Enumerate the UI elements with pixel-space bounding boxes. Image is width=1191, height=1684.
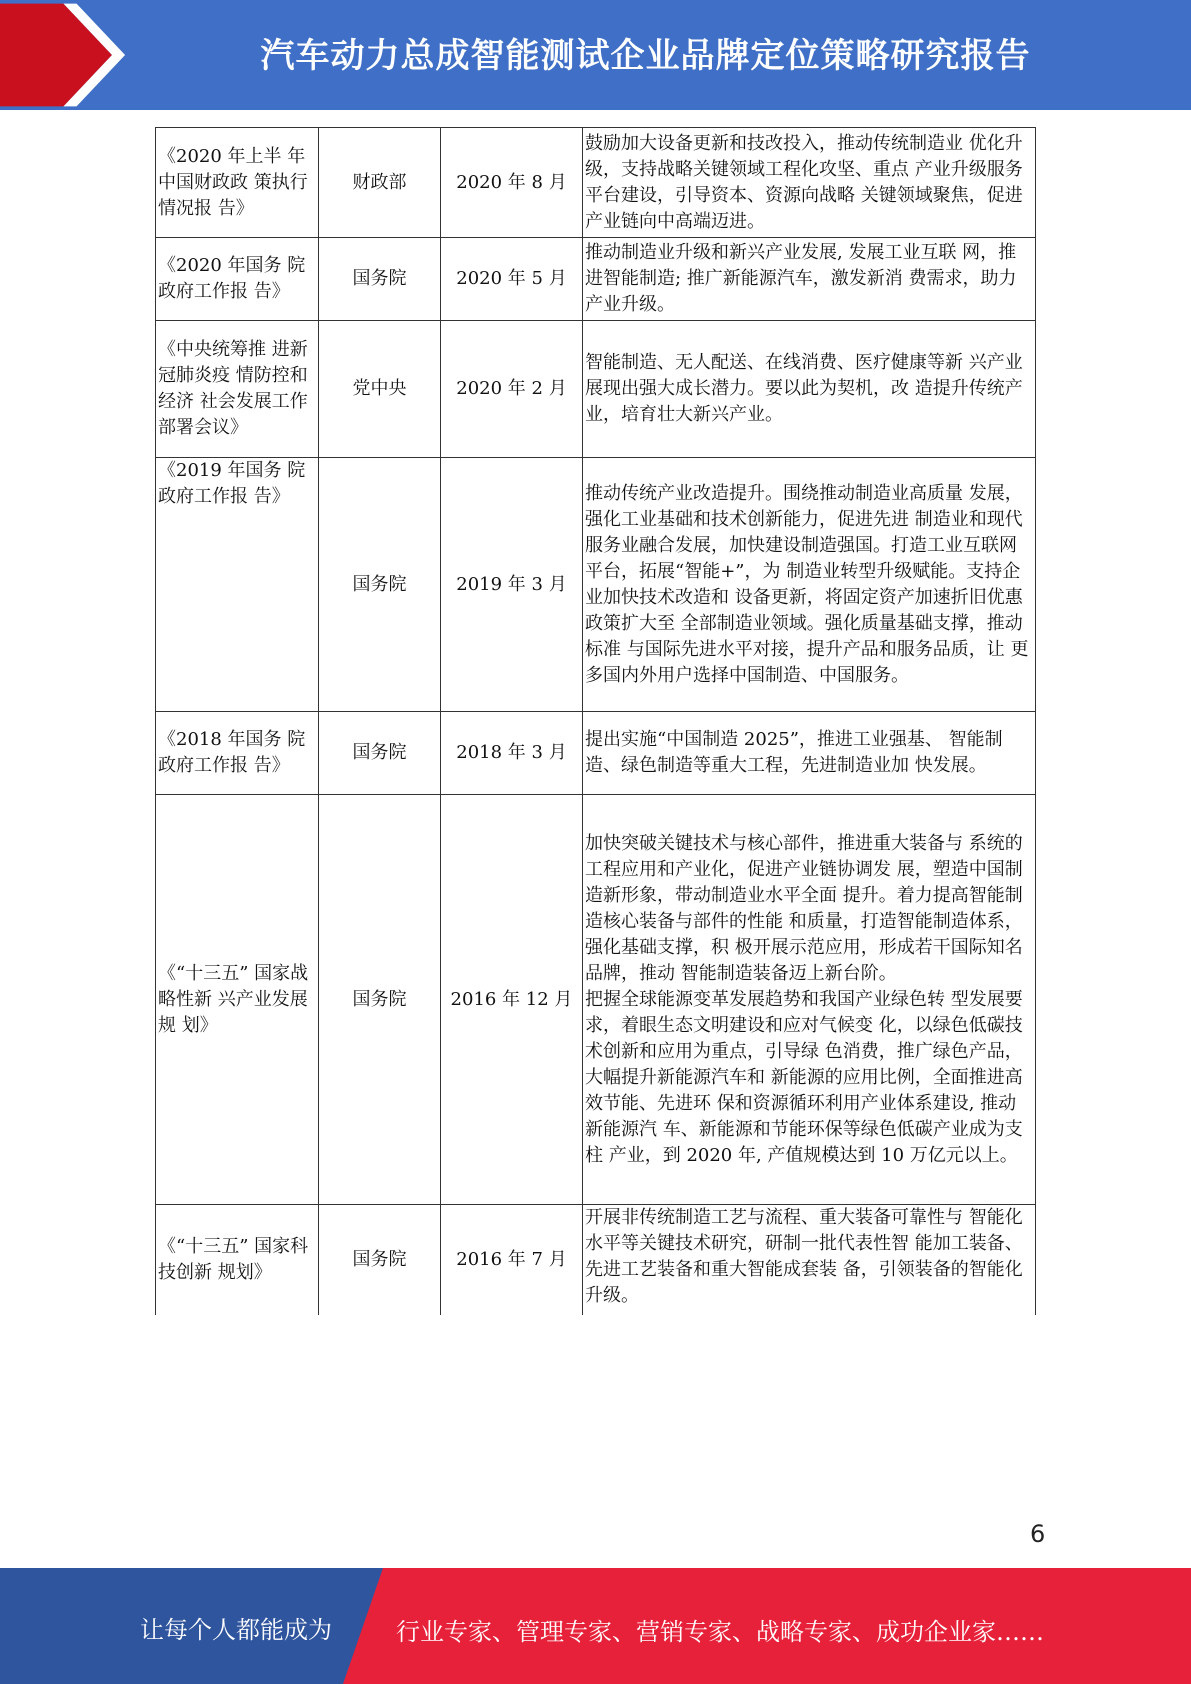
policy-table xyxy=(155,127,1036,1315)
content-cell xyxy=(583,795,1036,1205)
header-red-arrow-decoration xyxy=(0,0,140,110)
content-paragraph: 加快突破关键技术与核心部件，推进重大装备与 系统的工程应用和产业化，促进产业链协调发 展，塑造中国制造新形象，带动制造业水平全面 提升。着力提高智能制造核心装备与部件的性能 和质量，打造智能制造体系，强化基础支撑，积 极开展示范应用，形成若干国际知名品牌，推动 智能制造装备迈上新台阶。 xyxy=(585,832,1023,984)
issuer-cell: 党中央 xyxy=(319,321,441,458)
issuer-cell: 国务院 xyxy=(319,795,441,1205)
page-footer xyxy=(0,1568,1191,1684)
date-cell: 2020 年 2 月 xyxy=(441,321,583,458)
footer-slogan-right: 行业专家、管理专家、营销专家、战略专家、成功企业家…… xyxy=(396,1618,1044,1646)
policy-name-cell: 《2018 年国务 院政府工作报 告》 xyxy=(156,712,319,795)
table-row xyxy=(156,1205,1036,1315)
footer-slogan-left: 让每个人都能成为 xyxy=(140,1616,332,1644)
policy-name-cell: 《2020 年上半 年中国财政政 策执行情况报 告》 xyxy=(156,128,319,238)
policy-name-cell: 《“十三五” 国家科技创新 规划》 xyxy=(156,1205,319,1315)
content-cell: 推动制造业升级和新兴产业发展, 发展工业互联 网，推进智能制造; 推广新能源汽车，激发新消 费需求，助力产业升级。 xyxy=(583,238,1036,321)
table-row xyxy=(156,458,1036,712)
date-cell: 2016 年 12 月 xyxy=(441,795,583,1205)
report-title: 汽车动力总成智能测试企业品牌定位策略研究报告 xyxy=(260,36,1031,76)
table-row xyxy=(156,238,1036,321)
content-cell: 推动传统产业改造提升。围绕推动制造业高质量 发展，强化工业基础和技术创新能力，促进先进 制造业和现代服务业融合发展，加快建设制造强国。打造工业互联网平台，拓展“智能+”，为 制造业转型升级赋能。支持企业加快技术改造和 设备更新，将固定资产加速折旧优惠政策扩大至 全部制造业领域。强化质量基础支撑，推动标准 与国际先进水平对接，提升产品和服务品质，让 更多国内外用户选择中国制造、中国服务。 xyxy=(583,458,1036,712)
policy-name-cell: 《中央统筹推 进新冠肺炎疫 情防控和经济 社会发展工作 部署会议》 xyxy=(156,321,319,458)
page-number: 6 xyxy=(1030,1520,1046,1548)
issuer-cell: 财政部 xyxy=(319,128,441,238)
table-row xyxy=(156,321,1036,458)
content-cell: 提出实施“中国制造 2025”，推进工业强基、 智能制造、绿色制造等重大工程，先进制造业加 快发展。 xyxy=(583,712,1036,795)
issuer-cell: 国务院 xyxy=(319,712,441,795)
issuer-cell: 国务院 xyxy=(319,458,441,712)
table-row xyxy=(156,128,1036,238)
table-row xyxy=(156,712,1036,795)
content-cell: 智能制造、无人配送、在线消费、医疗健康等新 兴产业展现出强大成长潜力。要以此为契机，改 造提升传统产业，培育壮大新兴产业。 xyxy=(583,321,1036,458)
date-cell: 2020 年 5 月 xyxy=(441,238,583,321)
content-cell: 开展非传统制造工艺与流程、重大装备可靠性与 智能化水平等关键技术研究，研制一批代表性智 能加工装备、先进工艺装备和重大智能成套装 备，引领装备的智能化升级。 xyxy=(583,1205,1036,1315)
date-cell: 2019 年 3 月 xyxy=(441,458,583,712)
policy-name-cell: 《2019 年国务 院政府工作报 告》 xyxy=(156,458,319,712)
issuer-cell: 国务院 xyxy=(319,1205,441,1315)
date-cell: 2018 年 3 月 xyxy=(441,712,583,795)
date-cell: 2020 年 8 月 xyxy=(441,128,583,238)
policy-name-cell: 《“十三五” 国家战略性新 兴产业发展规 划》 xyxy=(156,795,319,1205)
table-row xyxy=(156,795,1036,1205)
policy-name-cell: 《2020 年国务 院政府工作报 告》 xyxy=(156,238,319,321)
page-header xyxy=(0,0,1191,110)
issuer-cell: 国务院 xyxy=(319,238,441,321)
content-cell: 鼓励加大设备更新和技改投入，推动传统制造业 优化升级，支持战略关键领域工程化攻坚、重点 产业升级服务平台建设，引导资本、资源向战略 关键领域聚焦，促进产业链向中高端迈进。 xyxy=(583,128,1036,238)
date-cell: 2016 年 7 月 xyxy=(441,1205,583,1315)
content-paragraph: 把握全球能源变革发展趋势和我国产业绿色转 型发展要求，着眼生态文明建设和应对气候变 化，以绿色低碳技术创新和应用为重点，引导绿 色消费，推广绿色产品，大幅提升新能源汽车和 新能源的应用比例，全面推进高效节能、先进环 保和资源循环利用产业体系建设, 推动新能源汽 车、新能源和节能环保等绿色低碳产业成为支柱 产业，到 2020 年, 产值规模达到 10 万亿元以上。 xyxy=(585,988,1023,1166)
